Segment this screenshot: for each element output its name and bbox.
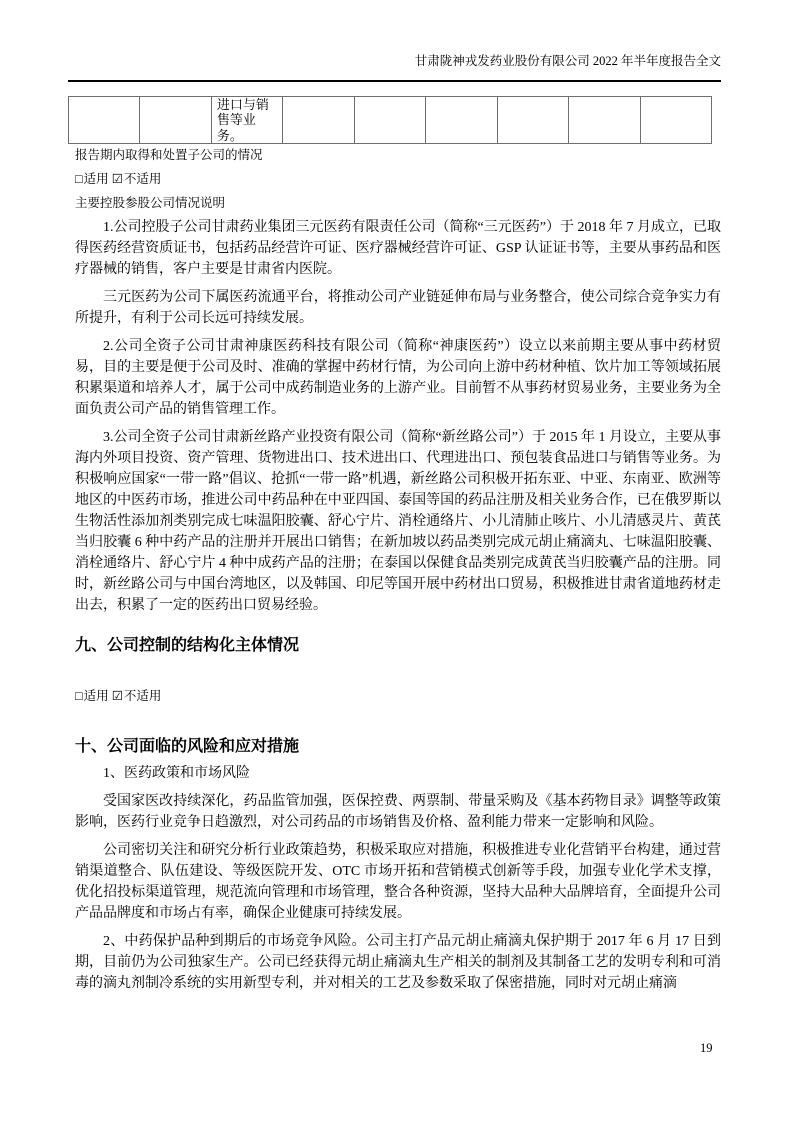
notes-block [75,143,721,215]
table-cell [354,97,425,144]
applicable-label: 适用 [83,172,109,186]
checkbox-checked-icon: ☑ [111,172,124,186]
not-applicable-label: 不适用 [123,172,162,186]
table-cell: 进口与销售等业务。 [211,97,282,144]
paragraph-subsidiary-1: 1.公司控股子公司甘肃药业集团三元医药有限责任公司（简称“三元医药”）于 2018 年 7 月成立，已取得医药经营资质证书，包括药品经营许可证、医疗器械经营许可证、GSP 认证证书等，主要从事药品和医疗器械的销售，客户主要是甘肃省内医院。 [75,220,721,277]
paragraph-subsidiary-3: 3.公司全资子公司甘肃新丝路产业投资有限公司（简称“新丝路公司”）于 2015 年 1 月设立，主要从事海内外项目投资、资产管理、货物进出口、技术进出口、代理进出口、预包装食品进口与销售等业务。为积极响应国家“一带一路”倡议、抢抓“一带一路”机遇，新丝路公司积极开拓东亚、中亚、东南亚、欧洲等地区的中医药市场，推进公司中药品种在中亚四国、泰国等国的药品注册及相关业务合作，已在俄罗斯以生物活性添加剂类别完成七味温阳胶囊、舒心宁片、消栓通络片、小儿清肺止咳片、小儿清感灵片、黄芪当归胶囊 6 种中药产品的注册并开展出口销售；在新加坡以药品类别完成元胡止痛滴丸、七味温阳胶囊、消栓通络片、舒心宁片 4 种中成药产品的注册；在泰国以保健食品类别完成黄芪当归胶囊产品的注册。同时，新丝路公司与中国台湾地区，以及韩国、印尼等国开展中药材出口贸易，积极推进甘肃省道地药材走出去，积累了一定的医药出口贸易经验。 [75,430,721,613]
paragraph-risk-response: 公司密切关注和研究分析行业政策趋势，积极采取应对措施，积极推进专业化营销平台构建，通过营销渠道整合、队伍建设、等级医院开发、OTC 市场开拓和营销模式创新等手段，加强专业化学术支撑，优化招投标渠道管理，规范流向管理和市场管理，整合各种资源，坚持大品种大品牌培育，全面提升公司产品品牌度和市场占有率，确保企业健康可持续发展。 [75,843,721,921]
paragraph-subsidiary-1b: 三元医药为公司下属医药流通平台，将推动公司产业链延伸布局与业务整合，使公司综合竞争实力有所提升，有利于公司长远可持续发展。 [75,290,721,326]
paragraph-subsidiary-2: 2.公司全资子公司甘肃神康医药科技有限公司（简称“神康医药”）设立以来前期主要从事中药材贸易，目的主要是便于公司及时、准确的掌握中药材行情，为公司向上游中药材种植、饮片加工等领域拓展积累渠道和培养人才，属于公司中成药制造业务的上游产业。目前暂不从事药材贸易业务，主要业务为全面负责公司产品的销售管理工作。 [75,339,721,417]
table-cell [283,97,354,144]
applicability-line [75,684,721,708]
table-cell [140,97,211,144]
table-row [69,97,712,144]
checkbox-unchecked-icon: □ [75,172,84,186]
subsidiaries-note-label: 报告期内取得和处置子公司的情况 [75,148,263,162]
page-number: 19 [700,1041,713,1055]
table-cell [497,97,568,144]
main-content [75,143,721,1001]
not-applicable-label: 不适用 [123,689,162,703]
paragraph-risk-protection: 2、中药保护品种到期后的市场竞争风险。公司主打产品元胡止痛滴丸保护期于 2017 年 6 月 17 日到期，目前仍为公司独家生产。公司已经获得元胡止痛滴丸生产相关的制剂及其制备工艺的发明专利和可消毒的滴丸剂制冷系统的实用新型专利，并对相关的工艺及参数采取了保密措施，同时对元胡止痛滴 [75,934,721,991]
table-cell [69,97,140,144]
header-rule [68,80,721,82]
holding-note-label: 主要控股参股公司情况说明 [75,196,226,210]
checkbox-unchecked-icon: □ [75,689,84,703]
table-cell [569,97,640,144]
paragraph-risk-policy: 受国家医改持续深化，药品监管加强，医保控费、两票制、带量采购及《基本药物目录》调整等政策影响，医药行业竞争日趋激烈，对公司药品的市场销售及价格、盈利能力带来一定影响和风险。 [75,794,721,830]
risk-item-1-title: 1、医药政策和市场风险 [103,766,250,781]
table-cell [426,97,497,144]
page-header-title: 甘肃陇神戎发药业股份有限公司 2022 年半年度报告全文 [414,54,721,68]
section-heading-10: 十、公司面临的风险和应对措施 [75,738,300,755]
applicability-line [75,167,721,191]
table-cell [640,97,712,144]
section-heading-9: 九、公司控制的结构化主体情况 [75,637,300,654]
applicable-label: 适用 [83,689,109,703]
business-scope-table [68,96,712,144]
checkbox-checked-icon: ☑ [111,689,124,703]
